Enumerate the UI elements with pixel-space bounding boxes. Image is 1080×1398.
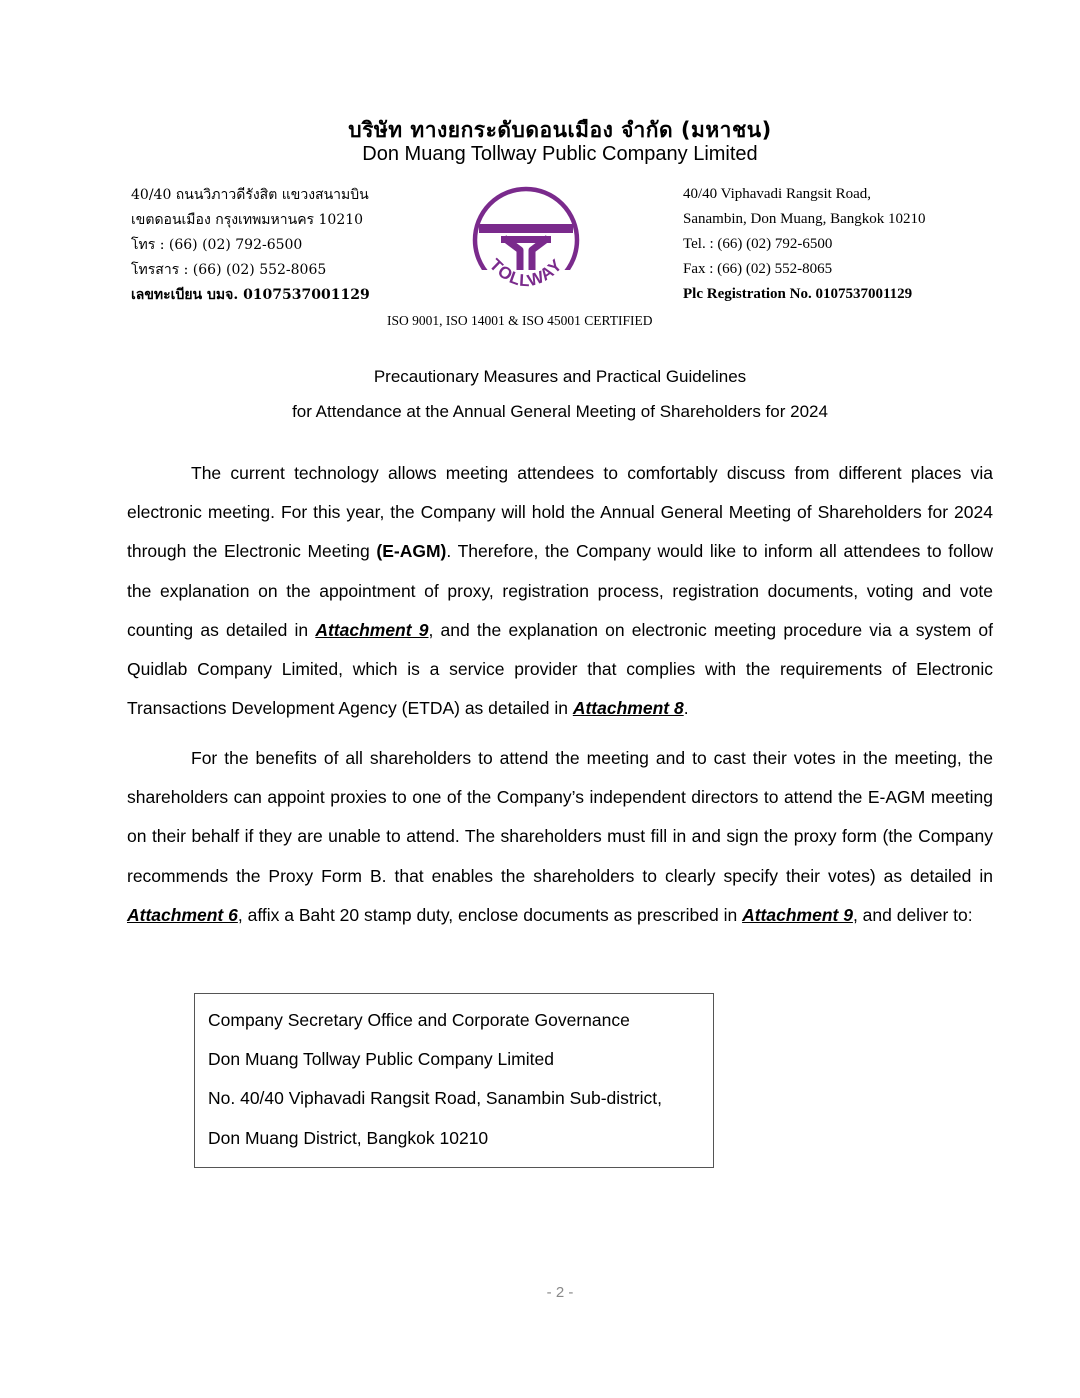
paragraph-proxy (127, 739, 993, 935)
attachment-6-link[interactable]: Attachment 6 (127, 904, 238, 925)
address-thai-line1: 40/40 ถนนวิภาวดีรังสิต แขวงสนามบิน (131, 187, 369, 203)
attachment-9-link[interactable]: Attachment 9 (315, 619, 429, 640)
fax-english: Fax : (66) (02) 552-8065 (683, 261, 833, 277)
registration-english: Plc Registration No. 0107537001129 (683, 286, 913, 302)
para2-text-1: For the benefits of all shareholders to attend the meeting and to cast their votes in the meeting, the shareholders can appoint proxies to one of the Company’s independent directors to attend the E-AGM meeting on their behalf if they are unable to attend. The shareholders must fill in and sign the proxy form (the Company recommends the Proxy Form B. that enables the shareholders to clearly specify their votes) as detailed in (127, 748, 993, 886)
delivery-address-box (194, 993, 714, 1168)
para2-text-3: , and deliver to: (852, 904, 973, 925)
company-name-thai: บริษัท ทางยกระดับดอนเมือง จำกัด (มหาชน) (348, 118, 772, 142)
para1-text-2: . Therefore, the Company would like to inform all attendees to follow the explanation on the appointment of proxy, registration process, registration documents, voting and vote counting as detailed in (127, 541, 993, 640)
fax-thai: โทรสาร : (66) (02) 552-8065 (131, 262, 327, 278)
delivery-address-line2: Don Muang Tollway Public Company Limited (208, 1049, 554, 1070)
address-english-line2: Sanambin, Don Muang, Bangkok 10210 (683, 211, 926, 227)
para2-text-2: , affix a Baht 20 stamp duty, enclose documents as prescribed in (237, 904, 743, 925)
delivery-address-line1: Company Secretary Office and Corporate Governance (208, 1010, 630, 1030)
address-thai-line2: เขตดอนเมือง กรุงเทพมหานคร 10210 (131, 212, 364, 228)
address-english (683, 182, 925, 307)
para1-text-1: The current technology allows meeting attendees to comfortably discuss from different places via electronic meeting. For this year, the Company will hold the Annual General Meeting of Shareholders for 2024 through the Electronic Meeting (127, 463, 993, 562)
tel-thai: โทร : (66) (02) 792-6500 (131, 237, 303, 253)
document-heading-line2: for Attendance at the Annual General Meeting of Shareholders for 2024 (292, 402, 828, 421)
document-heading-line1: Precautionary Measures and Practical Guidelines (373, 367, 747, 386)
e-agm-term: (E-AGM) (376, 541, 447, 562)
delivery-address-line4: Don Muang District, Bangkok 10210 (208, 1127, 489, 1148)
registration-thai: เลขทะเบียน บมจ. 0107537001129 (131, 287, 370, 303)
para1-text-4: . (683, 698, 689, 719)
delivery-address-line3: No. 40/40 Viphavadi Rangsit Road, Sanambin Sub-district, (208, 1088, 662, 1109)
address-english-line1: 40/40 Viphavadi Rangsit Road, (683, 186, 871, 202)
para1-text-3: , and the explanation on electronic meeting procedure via a system of Quidlab Company Limited, which is a service provider that complies with the requirements of Electronic Transactions Development Agency (ETDA) as detailed in (127, 619, 993, 719)
page-number: - 2 - (546, 1284, 574, 1301)
address-thai (131, 183, 370, 308)
paragraph-electronic-meeting (127, 454, 993, 728)
attachment-8-link[interactable]: Attachment 8 (572, 698, 684, 719)
company-name-english: Don Muang Tollway Public Company Limited (362, 143, 758, 165)
iso-certification: ISO 9001, ISO 14001 & ISO 45001 CERTIFIED (387, 313, 653, 328)
svg-text:TOLLWAY: TOLLWAY (485, 255, 567, 291)
attachment-9-link-2[interactable]: Attachment 9 (742, 904, 853, 925)
tel-english: Tel. : (66) (02) 792-6500 (683, 236, 833, 252)
tollway-logo-icon (470, 186, 582, 304)
